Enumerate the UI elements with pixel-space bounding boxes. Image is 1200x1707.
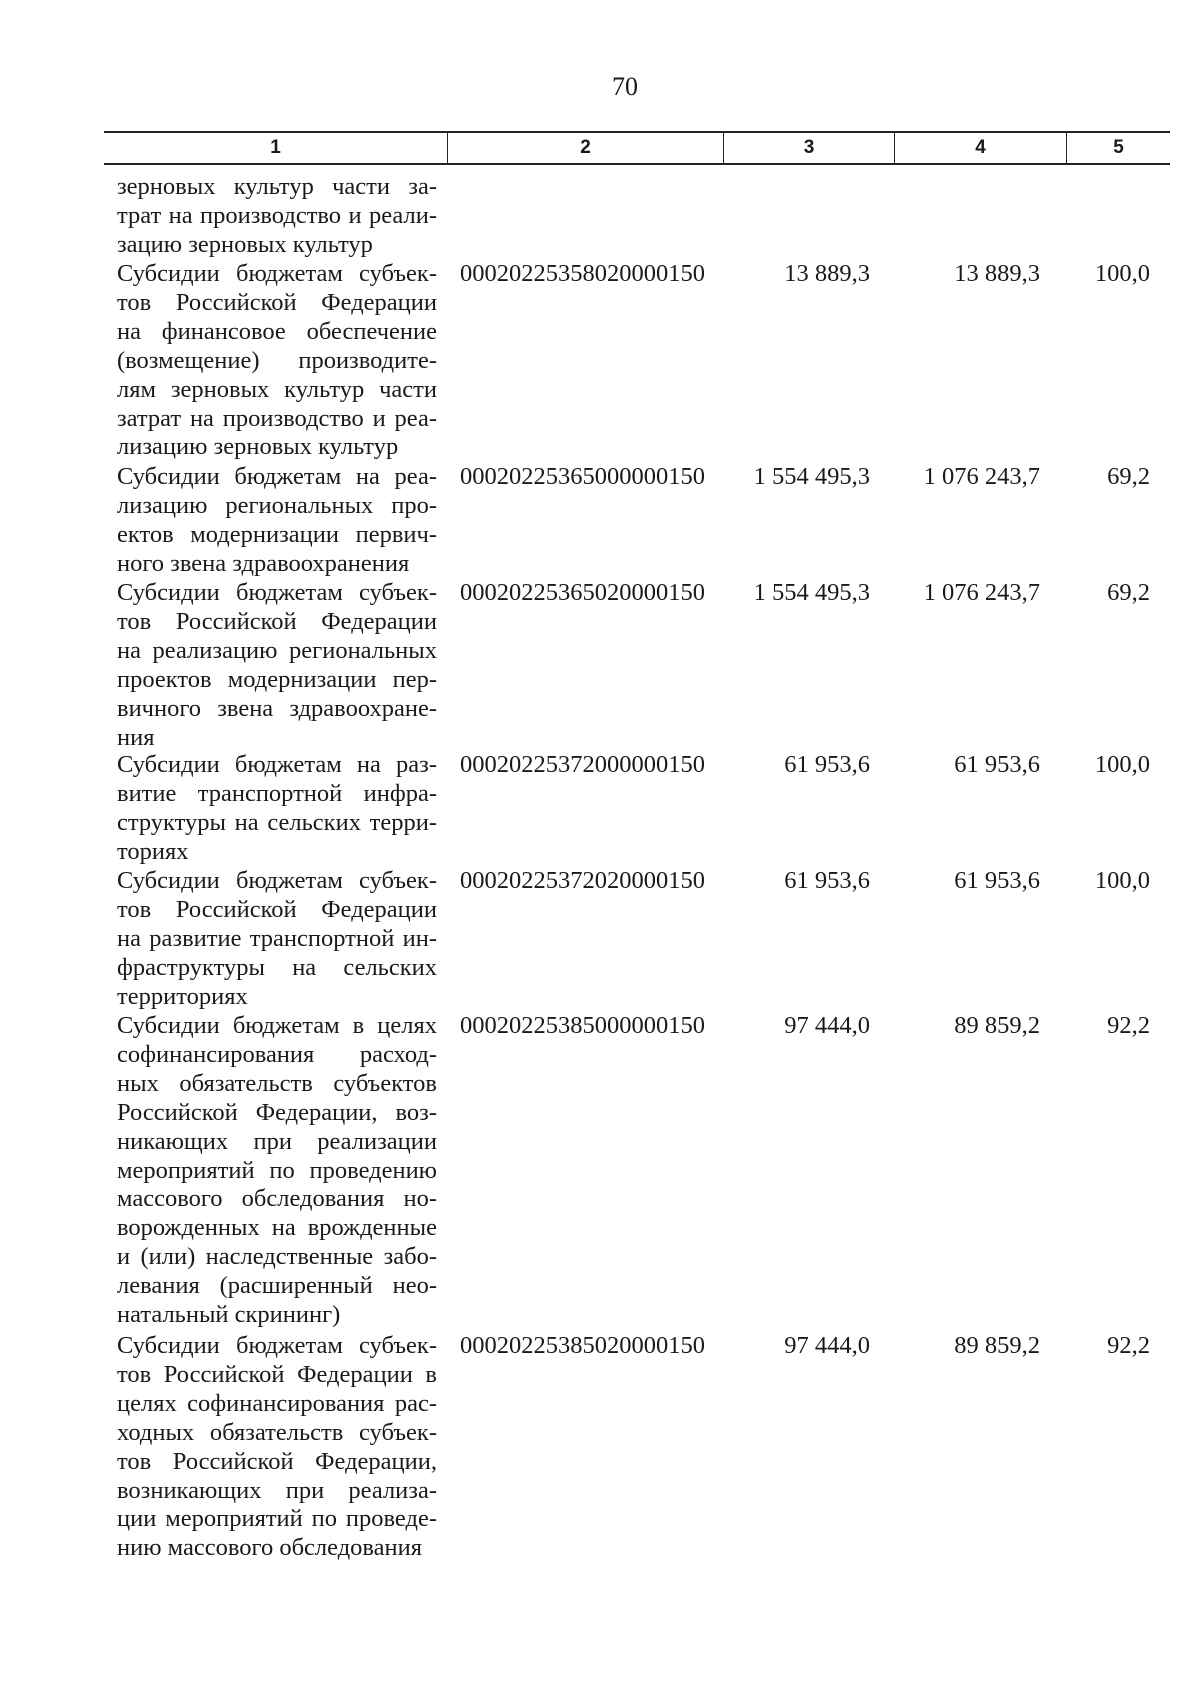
row-percent: 69,2 — [1107, 579, 1150, 606]
row-name-line: зерновых культур части за- — [117, 173, 437, 200]
row-name — [117, 173, 437, 260]
row-percent: 69,2 — [1107, 463, 1150, 490]
row-name-line: Субсидии бюджетам субъек- — [117, 1332, 437, 1359]
row-name — [117, 867, 437, 1012]
row-name-line: тов Российской Федерации, — [117, 1447, 437, 1475]
row-name-line: тов Российской Федерации в — [117, 1360, 437, 1388]
row-name-line: ектов модернизации первич- — [117, 520, 437, 548]
row-percent: 100,0 — [1094, 751, 1150, 778]
row-name — [117, 260, 437, 462]
row-percent: 100,0 — [1094, 867, 1150, 894]
row-name-line: ных обязательств субъектов — [117, 1069, 437, 1097]
row-name-line: ториях — [117, 837, 189, 865]
row-name-line: ции мероприятий по проведе- — [117, 1505, 437, 1533]
row-name-line: (возмещение) производите- — [117, 346, 437, 374]
row-name-line: ного звена здравоохранения — [117, 549, 410, 577]
row-name-line: Субсидии бюджетам субъек- — [117, 579, 437, 606]
row-fact: 1 076 243,7 — [923, 579, 1040, 606]
row-name-line: лизацию региональных про- — [117, 491, 437, 519]
row-name-line: Субсидии бюджетам субъек- — [117, 867, 437, 894]
row-name-line: массового обследования но- — [117, 1185, 437, 1213]
row-name-line: лизацию зерновых культур — [117, 433, 399, 461]
row-fact: 61 953,6 — [954, 751, 1040, 778]
row-name-line: фраструктуры на сельских — [117, 953, 437, 981]
column-header-3: 3 — [723, 131, 894, 165]
row-name-line: и (или) наследственные забо- — [117, 1243, 437, 1271]
row-fact: 89 859,2 — [954, 1012, 1040, 1039]
row-name-line: Субсидии бюджетам в целях — [117, 1012, 437, 1039]
row-code: 00020225385020000150 — [460, 1332, 705, 1359]
row-code: 00020225365020000150 — [460, 579, 705, 606]
column-header-2: 2 — [447, 131, 723, 165]
row-name-line: на развитие транспортной ин- — [117, 924, 437, 952]
row-fact: 1 076 243,7 — [923, 463, 1040, 490]
row-name-line: возникающих при реализа- — [117, 1476, 437, 1504]
row-name — [117, 1012, 437, 1330]
row-plan: 61 953,6 — [784, 867, 870, 894]
row-name-line: Субсидии бюджетам на раз- — [117, 751, 437, 778]
row-name-line: Субсидии бюджетам субъек- — [117, 260, 437, 287]
row-code: 00020225372000000150 — [460, 751, 705, 778]
row-name-line: мероприятий по проведению — [117, 1156, 437, 1184]
row-name-line: нию массового обследования — [117, 1534, 423, 1562]
row-name-line: тов Российской Федерации — [117, 288, 437, 316]
row-name-line: на финансовое обеспечение — [117, 317, 437, 345]
row-name-line: затрат на производство и реа- — [117, 404, 437, 432]
column-header-1: 1 — [104, 131, 447, 165]
row-percent: 100,0 — [1094, 260, 1150, 287]
row-name-line: зацию зерновых культур — [117, 230, 373, 258]
row-name — [117, 751, 437, 867]
row-name-line: вичного звена здравоохране- — [117, 694, 437, 722]
row-plan: 1 554 495,3 — [753, 579, 870, 606]
row-fact: 13 889,3 — [954, 260, 1040, 287]
column-header-4: 4 — [894, 131, 1066, 165]
row-name-line: натальный скрининг) — [117, 1301, 341, 1329]
row-name-line: целях софинансирования рас- — [117, 1389, 437, 1417]
row-name-line: проектов модернизации пер- — [117, 665, 437, 693]
row-name-line: никающих при реализации — [117, 1127, 437, 1155]
row-name-line: витие транспортной инфра- — [117, 779, 437, 807]
row-name-line: территориях — [117, 982, 248, 1010]
row-percent: 92,2 — [1107, 1012, 1150, 1039]
row-code: 00020225385000000150 — [460, 1012, 705, 1039]
row-name-line: Субсидии бюджетам на реа- — [117, 463, 437, 490]
row-name — [117, 1332, 437, 1563]
row-name-line: трат на производство и реали- — [117, 201, 437, 229]
row-name-line: структуры на сельских терри- — [117, 808, 437, 836]
row-name-line: Российской Федерации, воз- — [117, 1098, 437, 1126]
row-name — [117, 579, 437, 752]
column-header-5: 5 — [1066, 131, 1170, 165]
row-name-line: лям зерновых культур части — [117, 375, 437, 403]
row-name-line: ходных обязательств субъек- — [117, 1418, 437, 1446]
row-name-line: тов Российской Федерации — [117, 607, 437, 635]
row-fact: 61 953,6 — [954, 867, 1040, 894]
row-name-line: софинансирования расход- — [117, 1040, 437, 1068]
row-plan: 1 554 495,3 — [753, 463, 870, 490]
row-code: 00020225372020000150 — [460, 867, 705, 894]
row-name-line: на реализацию региональных — [117, 636, 437, 664]
row-name-line: левания (расширенный нео- — [117, 1272, 437, 1300]
row-name-line: ния — [117, 723, 155, 751]
row-plan: 61 953,6 — [784, 751, 870, 778]
row-name-line: ворожденных на врожденные — [117, 1214, 437, 1242]
row-plan: 97 444,0 — [784, 1332, 870, 1359]
row-code: 00020225365000000150 — [460, 463, 705, 490]
row-percent: 92,2 — [1107, 1332, 1150, 1359]
row-plan: 97 444,0 — [784, 1012, 870, 1039]
row-fact: 89 859,2 — [954, 1332, 1040, 1359]
row-name — [117, 463, 437, 579]
page-number: 70 — [612, 72, 638, 101]
row-plan: 13 889,3 — [784, 260, 870, 287]
row-name-line: тов Российской Федерации — [117, 895, 437, 923]
row-code: 00020225358020000150 — [460, 260, 705, 287]
